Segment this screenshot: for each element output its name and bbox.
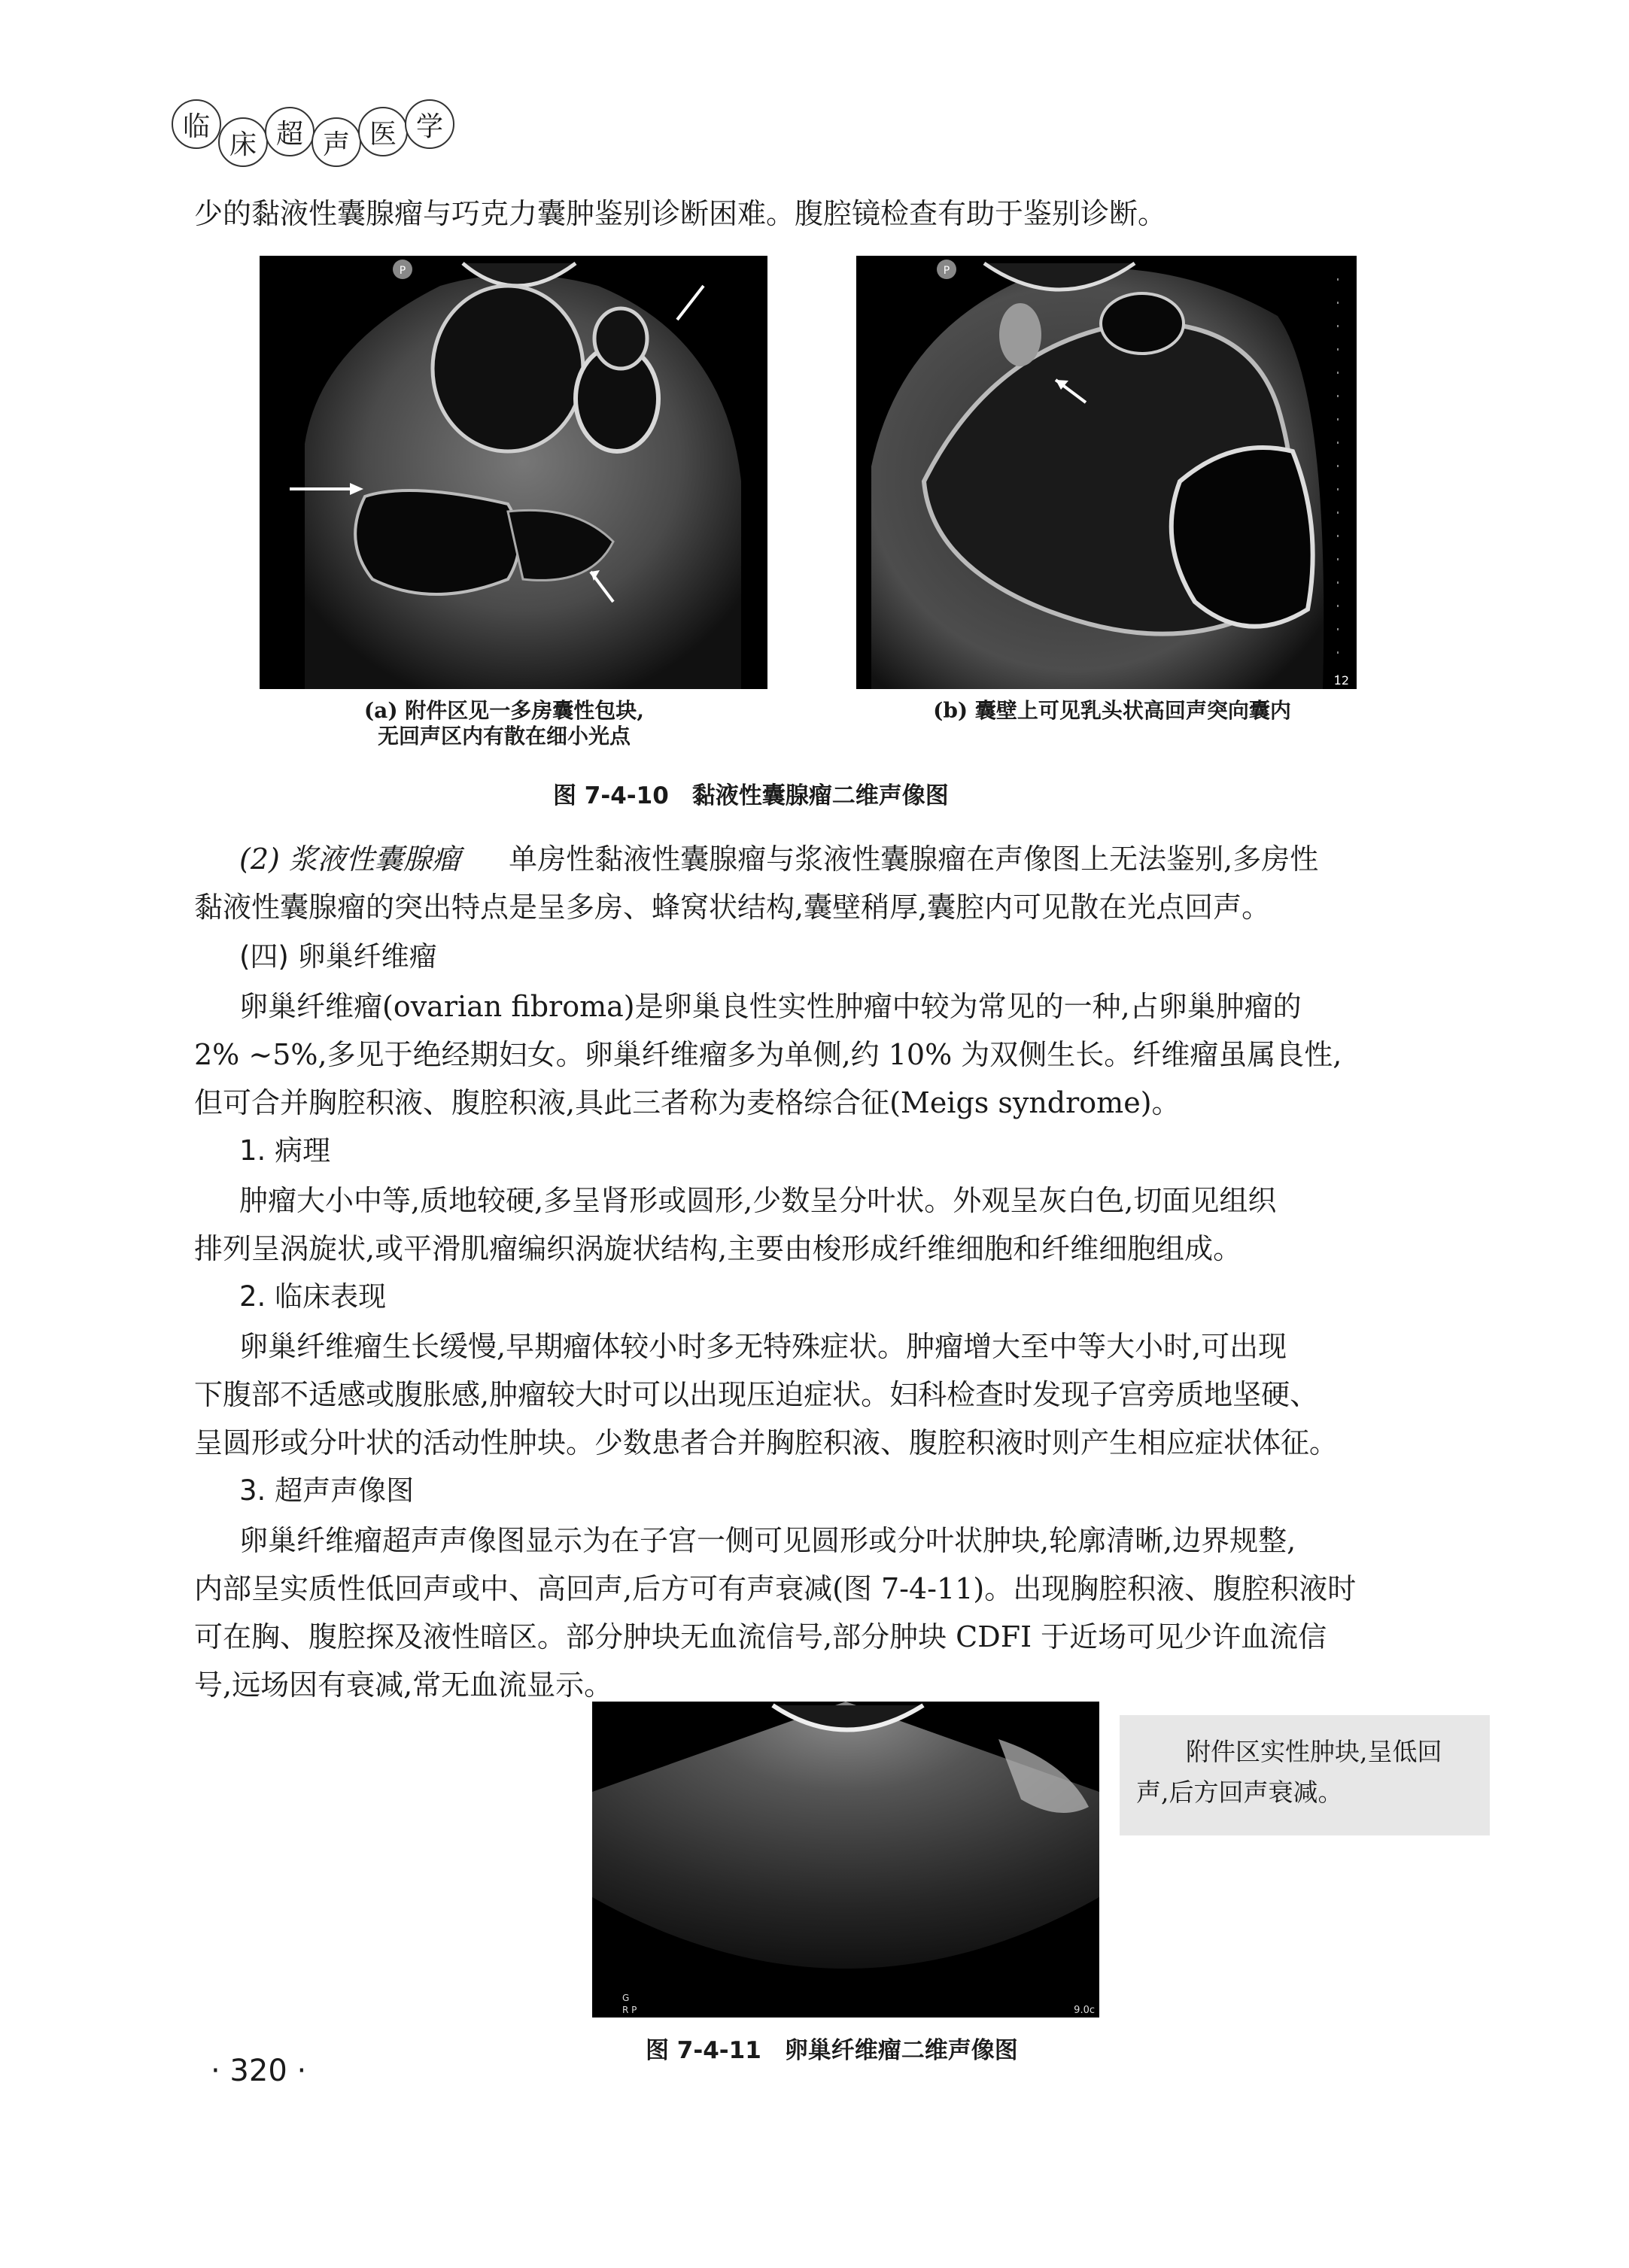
ultrasound-line2: 内部呈实质性低回声或中、高回声,后方可有声衰减(图 7-4-11)。出现胸腔积液、腹腔积液时 (194, 1572, 1357, 1605)
serous-paragraph-line2: 黏液性囊腺瘤的突出特点是呈多房、蜂窝状结构,囊壁稍厚,囊腔内可见散在光点回声。 (194, 891, 1271, 924)
pathology-line2: 排列呈涡旋状,或平滑肌瘤编织涡旋状结构,主要由梭形成纤维细胞和纤维细胞组成。 (194, 1232, 1242, 1265)
us-label-gain: G (622, 1993, 630, 2003)
serous-label: (2) 浆液性囊腺瘤 (239, 843, 460, 876)
ultrasound-image-b (856, 256, 1357, 689)
header-char: 临 (172, 99, 221, 149)
subsection-pathology-title: 1. 病理 (239, 1134, 331, 1167)
clinical-line3: 呈圆形或分叶状的活动性肿块。少数患者合并胸腔积液、腹腔积液时则产生相应症状体征。 (194, 1426, 1339, 1459)
ultrasound-image-a (260, 256, 767, 689)
header-char: 床 (218, 117, 268, 167)
us-label-depth: 9.0c (1074, 2005, 1095, 2016)
subcaption-a: (a) 附件区见一多房囊性包块, 无回声区内有散在细小光点 (363, 698, 645, 748)
figure-caption-1: 图 7-4-10 黏液性囊腺瘤二维声像图 (553, 782, 949, 809)
subsection-clinical-title: 2. 临床表现 (239, 1280, 387, 1313)
probe-tag-a: P (399, 265, 406, 277)
header-char: 学 (405, 99, 454, 149)
header-char: 声 (312, 117, 361, 167)
depth-scale-label: 12 (1333, 673, 1349, 688)
figure-caption-2: 图 7-4-11 卵巢纤维瘤二维声像图 (646, 2037, 1018, 2064)
clinical-line2: 下腹部不适感或腹胀感,肿瘤较大时可以出现压迫症状。妇科检查时发现子宫旁质地坚硬、 (194, 1378, 1319, 1411)
ultrasound-line4: 号,远场因有衰减,常无血流显示。 (194, 1668, 613, 1702)
fibroma-intro-line1: 卵巢纤维瘤(ovarian fibroma)是卵巢良性实性肿瘤中较为常见的一种,占卵巢肿瘤的 (239, 990, 1302, 1023)
side-note: 附件区实性肿块,呈低回 声,后方回声衰减。 (1120, 1715, 1490, 1835)
running-header (172, 99, 451, 167)
pathology-line1: 肿瘤大小中等,质地较硬,多呈肾形或圆形,少数呈分叶状。外观呈灰白色,切面见组织 (239, 1184, 1277, 1217)
intro-line: 少的黏液性囊腺瘤与巧克力囊肿鉴别诊断困难。腹腔镜检查有助于鉴别诊断。 (194, 197, 1167, 230)
ultrasound-image-fibroma (592, 1702, 1099, 2018)
page-number: · 320 · (211, 2054, 307, 2088)
clinical-line1: 卵巢纤维瘤生长缓慢,早期瘤体较小时多无特殊症状。肿瘤增大至中等大小时,可出现 (239, 1330, 1287, 1363)
header-char: 超 (265, 107, 315, 156)
subsection-ultrasound-title: 3. 超声声像图 (239, 1474, 415, 1507)
ultrasound-line1: 卵巢纤维瘤超声声像图显示为在子宫一侧可见圆形或分叶状肿块,轮廓清晰,边界规整, (239, 1524, 1296, 1557)
serous-paragraph-line1: (2) 浆液性囊腺瘤 单房性黏液性囊腺瘤与浆液性囊腺瘤在声像图上无法鉴别,多房性 (239, 843, 1319, 876)
ultrasound-line3: 可在胸、腹腔探及液性暗区。部分肿块无血流信号,部分肿块 CDFI 于近场可见少许血流信 (194, 1620, 1327, 1653)
probe-tag-b: P (943, 265, 950, 277)
fibroma-intro-line2: 2% ~5%,多见于绝经期妇女。卵巢纤维瘤多为单侧,约 10% 为双侧生长。纤维瘤虽属良性, (194, 1038, 1342, 1071)
fibroma-intro-line3: 但可合并胸腔积液、腹腔积液,具此三者称为麦格综合征(Meigs syndrome)。 (194, 1086, 1181, 1119)
subcaption-b: (b) 囊壁上可见乳头状高回声突向囊内 (933, 698, 1291, 723)
header-char: 医 (358, 107, 408, 156)
section-title: (四) 卵巢纤维瘤 (239, 940, 437, 973)
us-label-orientation: R P (622, 2005, 637, 2015)
